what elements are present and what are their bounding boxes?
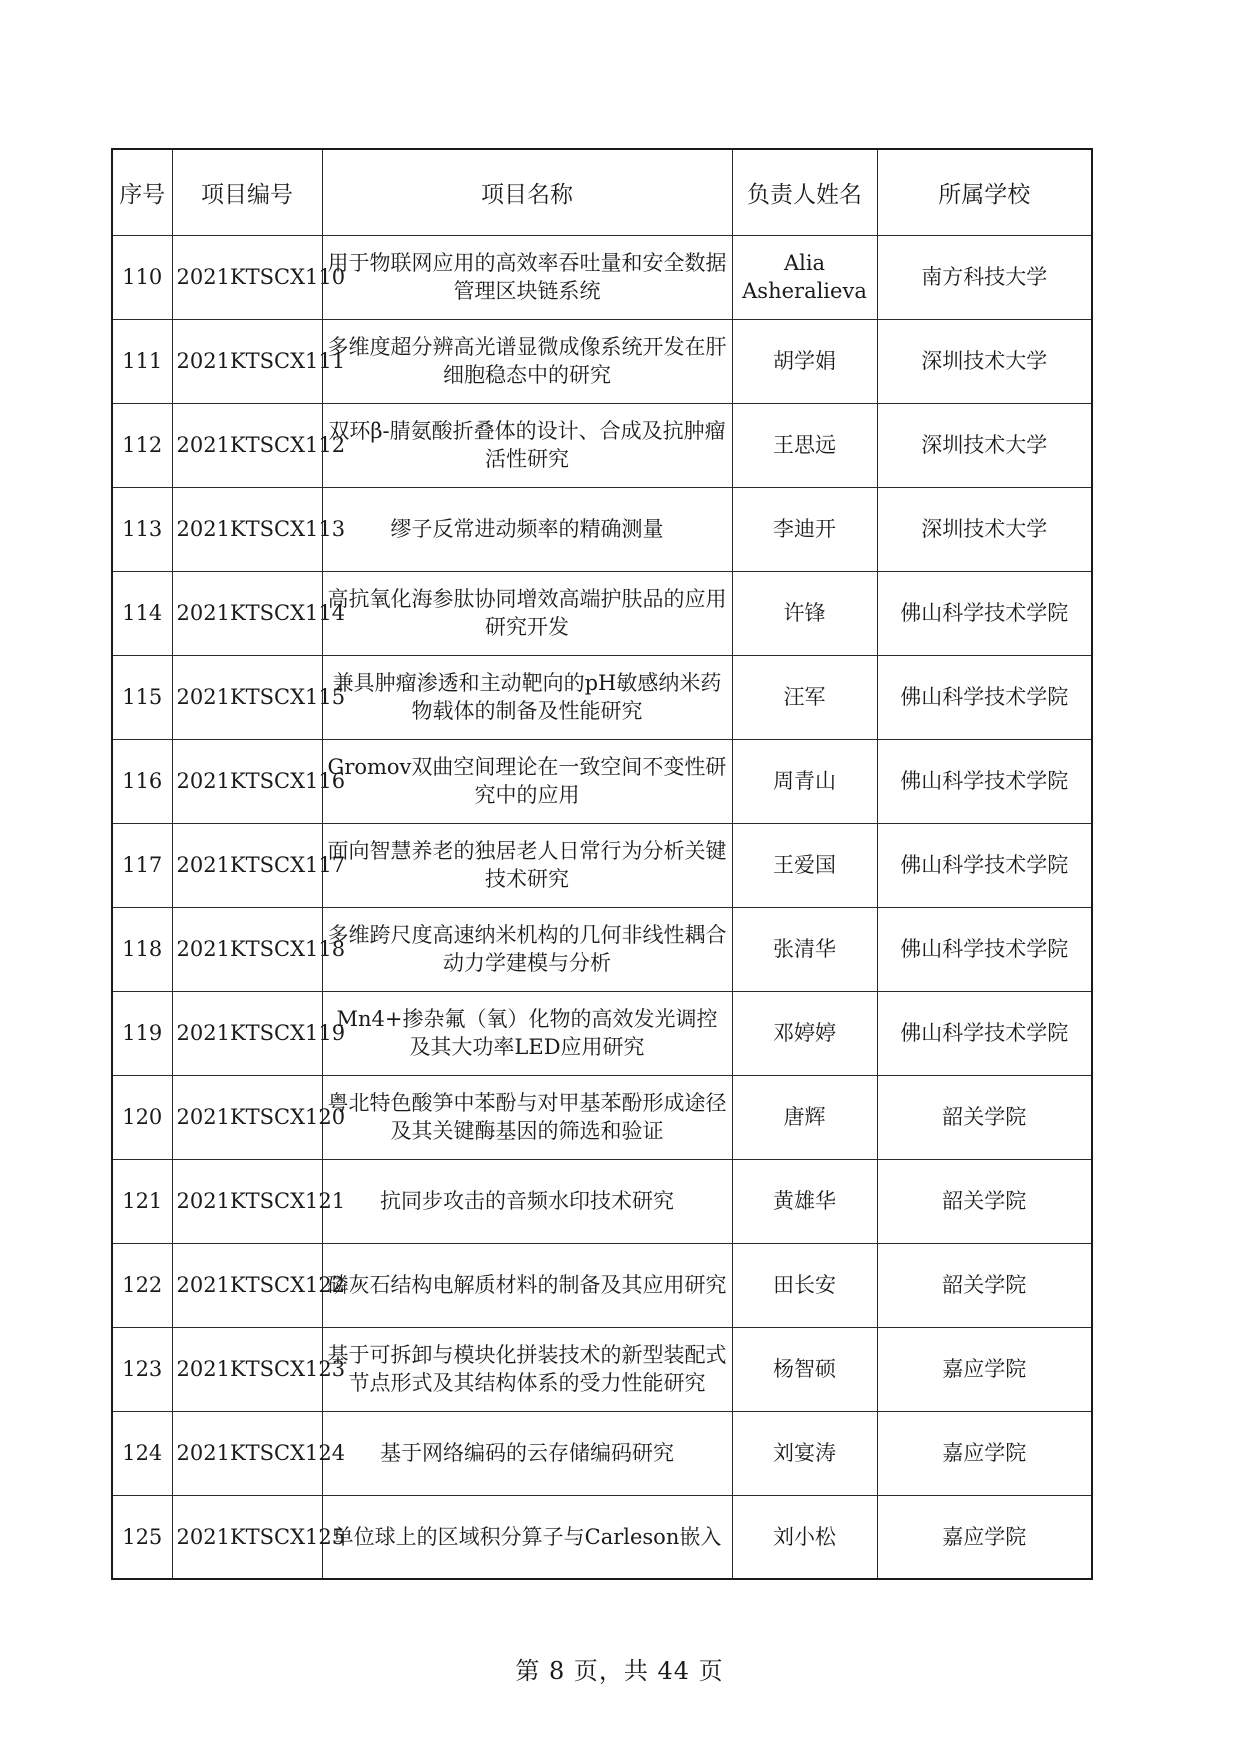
cell-seq: 113 (112, 487, 172, 571)
cell-project-name: 单位球上的区域积分算子与Carleson嵌入 (322, 1495, 732, 1579)
cell-seq: 125 (112, 1495, 172, 1579)
table-row (112, 655, 1092, 739)
cell-person-name: 李迪开 (732, 487, 877, 571)
header-code: 项目编号 (172, 149, 322, 235)
cell-project-name: Mn4+掺杂氟（氧）化物的高效发光调控及其大功率LED应用研究 (322, 991, 732, 1075)
cell-project-code: 2021KTSCX113 (172, 487, 322, 571)
cell-school: 嘉应学院 (877, 1495, 1092, 1579)
cell-seq: 111 (112, 319, 172, 403)
table-row (112, 487, 1092, 571)
cell-project-name: 磷灰石结构电解质材料的制备及其应用研究 (322, 1243, 732, 1327)
header-seq: 序号 (112, 149, 172, 235)
cell-project-name: 多维度超分辨高光谱显微成像系统开发在肝细胞稳态中的研究 (322, 319, 732, 403)
cell-seq: 121 (112, 1159, 172, 1243)
table-row (112, 1243, 1092, 1327)
cell-seq: 117 (112, 823, 172, 907)
cell-project-code: 2021KTSCX121 (172, 1159, 322, 1243)
cell-person-name: 邓婷婷 (732, 991, 877, 1075)
table-row (112, 403, 1092, 487)
cell-person-name: 张清华 (732, 907, 877, 991)
header-row (112, 149, 1092, 235)
header-school: 所属学校 (877, 149, 1092, 235)
cell-school: 佛山科学技术学院 (877, 571, 1092, 655)
cell-person-name: 唐辉 (732, 1075, 877, 1159)
cell-project-name: 面向智慧养老的独居老人日常行为分析关键技术研究 (322, 823, 732, 907)
cell-person-name: 刘小松 (732, 1495, 877, 1579)
cell-school: 深圳技术大学 (877, 403, 1092, 487)
cell-project-name: 高抗氧化海参肽协同增效高端护肤品的应用研究开发 (322, 571, 732, 655)
cell-person-name: 王爱国 (732, 823, 877, 907)
cell-school: 韶关学院 (877, 1075, 1092, 1159)
cell-seq: 120 (112, 1075, 172, 1159)
cell-school: 佛山科学技术学院 (877, 655, 1092, 739)
cell-seq: 115 (112, 655, 172, 739)
table-row (112, 1159, 1092, 1243)
cell-project-name: 抗同步攻击的音频水印技术研究 (322, 1159, 732, 1243)
table-header (112, 149, 1092, 235)
table-row (112, 1075, 1092, 1159)
cell-project-code: 2021KTSCX118 (172, 907, 322, 991)
cell-project-code: 2021KTSCX119 (172, 991, 322, 1075)
cell-project-name: 双环β-腈氨酸折叠体的设计、合成及抗肿瘤活性研究 (322, 403, 732, 487)
cell-school: 佛山科学技术学院 (877, 991, 1092, 1075)
cell-seq: 116 (112, 739, 172, 823)
page-number: 第 8 页，共 44 页 (515, 1657, 724, 1685)
cell-person-name: 田长安 (732, 1243, 877, 1327)
table-row (112, 823, 1092, 907)
table-row (112, 1411, 1092, 1495)
table-row (112, 319, 1092, 403)
cell-school: 深圳技术大学 (877, 487, 1092, 571)
cell-project-name: 基于可拆卸与模块化拼装技术的新型装配式节点形式及其结构体系的受力性能研究 (322, 1327, 732, 1411)
cell-person-name: 汪军 (732, 655, 877, 739)
table-row (112, 1327, 1092, 1411)
cell-project-code: 2021KTSCX125 (172, 1495, 322, 1579)
cell-school: 佛山科学技术学院 (877, 823, 1092, 907)
table-row (112, 991, 1092, 1075)
cell-school: 韶关学院 (877, 1159, 1092, 1243)
cell-seq: 122 (112, 1243, 172, 1327)
cell-project-name: 粤北特色酸笋中苯酚与对甲基苯酚形成途径及其关键酶基因的筛选和验证 (322, 1075, 732, 1159)
cell-project-name: 多维跨尺度高速纳米机构的几何非线性耦合动力学建模与分析 (322, 907, 732, 991)
header-person: 负责人姓名 (732, 149, 877, 235)
cell-person-name: 胡学娟 (732, 319, 877, 403)
cell-person-name: 黄雄华 (732, 1159, 877, 1243)
cell-person-name: 许锋 (732, 571, 877, 655)
cell-person-name: 刘宴涛 (732, 1411, 877, 1495)
cell-school: 佛山科学技术学院 (877, 739, 1092, 823)
table-row (112, 235, 1092, 319)
table-row (112, 907, 1092, 991)
cell-project-code: 2021KTSCX112 (172, 403, 322, 487)
cell-project-code: 2021KTSCX120 (172, 1075, 322, 1159)
header-name: 项目名称 (322, 149, 732, 235)
project-table (111, 148, 1093, 1580)
cell-person-name: 杨智硕 (732, 1327, 877, 1411)
cell-project-name: 基于网络编码的云存储编码研究 (322, 1411, 732, 1495)
table-body (112, 235, 1092, 1579)
cell-person-name: 王思远 (732, 403, 877, 487)
cell-school: 深圳技术大学 (877, 319, 1092, 403)
cell-project-name: 兼具肿瘤渗透和主动靶向的pH敏感纳米药物载体的制备及性能研究 (322, 655, 732, 739)
cell-project-code: 2021KTSCX115 (172, 655, 322, 739)
cell-project-code: 2021KTSCX110 (172, 235, 322, 319)
table-row (112, 739, 1092, 823)
cell-seq: 124 (112, 1411, 172, 1495)
cell-project-code: 2021KTSCX111 (172, 319, 322, 403)
cell-school: 佛山科学技术学院 (877, 907, 1092, 991)
cell-project-code: 2021KTSCX116 (172, 739, 322, 823)
table-row (112, 571, 1092, 655)
cell-project-name: 缪子反常进动频率的精确测量 (322, 487, 732, 571)
cell-seq: 112 (112, 403, 172, 487)
cell-project-code: 2021KTSCX124 (172, 1411, 322, 1495)
cell-project-name: 用于物联网应用的高效率吞吐量和安全数据管理区块链系统 (322, 235, 732, 319)
cell-seq: 110 (112, 235, 172, 319)
cell-project-code: 2021KTSCX123 (172, 1327, 322, 1411)
cell-seq: 118 (112, 907, 172, 991)
cell-school: 嘉应学院 (877, 1327, 1092, 1411)
cell-project-code: 2021KTSCX117 (172, 823, 322, 907)
cell-person-name: 周青山 (732, 739, 877, 823)
cell-school: 韶关学院 (877, 1243, 1092, 1327)
cell-school: 嘉应学院 (877, 1411, 1092, 1495)
cell-project-code: 2021KTSCX114 (172, 571, 322, 655)
cell-project-code: 2021KTSCX122 (172, 1243, 322, 1327)
cell-seq: 114 (112, 571, 172, 655)
cell-seq: 119 (112, 991, 172, 1075)
cell-project-name: Gromov双曲空间理论在一致空间不变性研究中的应用 (322, 739, 732, 823)
cell-person-name: Alia Asheralieva (732, 235, 877, 319)
cell-seq: 123 (112, 1327, 172, 1411)
cell-school: 南方科技大学 (877, 235, 1092, 319)
table-row (112, 1495, 1092, 1579)
